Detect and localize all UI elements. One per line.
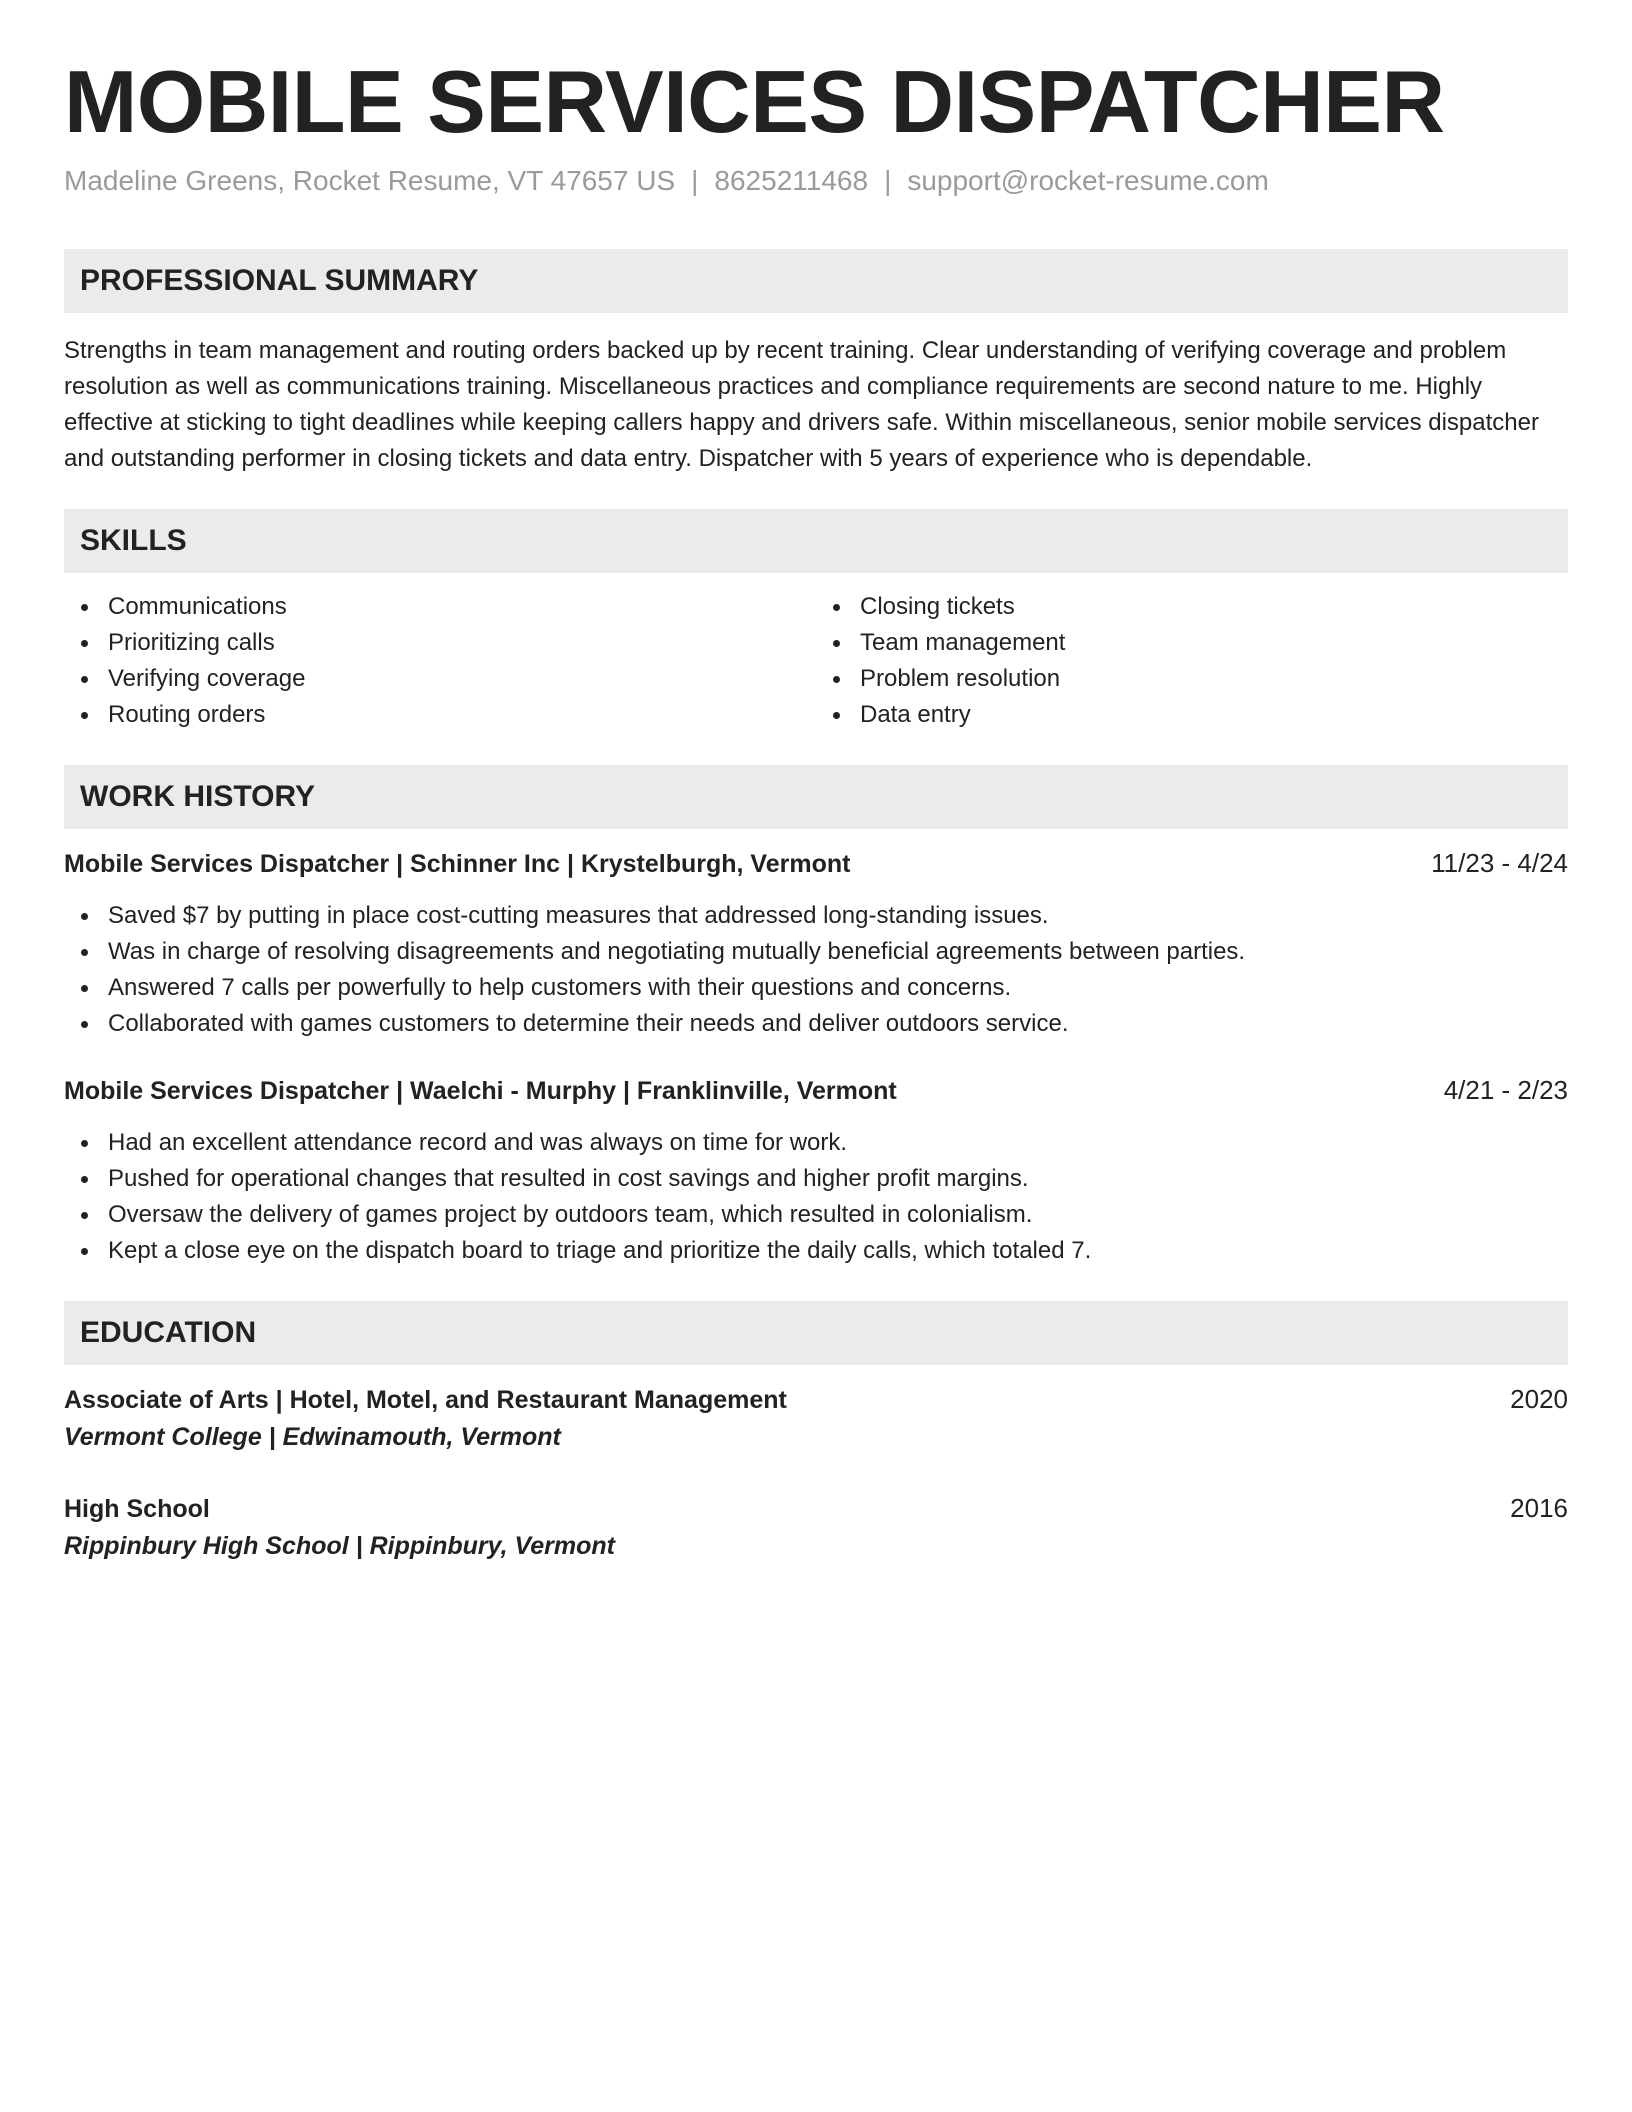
job-bullet: Kept a close eye on the dispatch board to triage and prioritize the daily calls, which totaled 7. — [64, 1233, 1568, 1269]
education-header — [64, 1490, 1568, 1527]
section-heading-education: EDUCATION — [64, 1301, 1568, 1365]
skill-item: Communications — [64, 589, 816, 625]
job-bullet: Pushed for operational changes that resulted in cost savings and higher profit margins. — [64, 1161, 1568, 1197]
job-title: Mobile Services Dispatcher | Waelchi - Murphy | Franklinville, Vermont — [64, 1076, 897, 1105]
education-entry — [64, 1490, 1568, 1565]
section-heading-skills: SKILLS — [64, 509, 1568, 573]
skill-item: Problem resolution — [816, 661, 1568, 697]
summary-text: Strengths in team management and routing orders backed up by recent training. Clear understanding of verifying coverage and problem resolution as well as communications training. Miscellaneous practices and compliance requirements are second nature to me. Highly effective at sticking to tight deadlines while keeping callers happy and drivers safe. Within miscellaneous, senior mobile services dispatcher and outstanding performer in closing tickets and data entry. Dispatcher with 5 years of experience who is dependable. — [64, 336, 1539, 472]
job-bullets — [64, 1125, 1568, 1269]
skills-grid — [64, 589, 1568, 733]
education-school: Rippinbury High School | Rippinbury, Vermont — [64, 1531, 615, 1560]
skills-column-left — [64, 589, 816, 733]
education-entry — [64, 1381, 1568, 1456]
job-bullet: Was in charge of resolving disagreements and negotiating mutually beneficial agreements between parties. — [64, 934, 1568, 970]
job-bullet: Collaborated with games customers to determine their needs and deliver outdoors service. — [64, 1006, 1568, 1042]
education-header — [64, 1381, 1568, 1418]
skill-item: Routing orders — [64, 697, 816, 733]
skills-column-right — [816, 589, 1568, 733]
job-bullet: Saved $7 by putting in place cost-cutting measures that addressed long-standing issues. — [64, 898, 1568, 934]
job-entry — [64, 845, 1568, 1042]
contact-line — [64, 165, 1568, 197]
skill-item: Verifying coverage — [64, 661, 816, 697]
contact-separator: | — [884, 164, 892, 196]
resume-name: MOBILE SERVICES DISPATCHER — [64, 52, 1445, 151]
skill-item: Closing tickets — [816, 589, 1568, 625]
skill-item: Team management — [816, 625, 1568, 661]
job-header — [64, 845, 1568, 882]
education-year: 2016 — [1510, 1492, 1568, 1523]
skill-item: Prioritizing calls — [64, 625, 816, 661]
job-dates: 4/21 - 2/23 — [1443, 1074, 1568, 1105]
contact-phone: 8625211468 — [714, 164, 869, 196]
job-bullet: Answered 7 calls per powerfully to help customers with their questions and concerns. — [64, 970, 1568, 1006]
job-entry — [64, 1072, 1568, 1269]
contact-address: Madeline Greens, Rocket Resume, VT 47657 US — [64, 164, 676, 196]
section-heading-work: WORK HISTORY — [64, 765, 1568, 829]
job-header — [64, 1072, 1568, 1109]
education-degree: High School — [64, 1494, 210, 1523]
job-title: Mobile Services Dispatcher | Schinner Inc | Krystelburgh, Vermont — [64, 849, 851, 878]
skill-item: Data entry — [816, 697, 1568, 733]
education-school: Vermont College | Edwinamouth, Vermont — [64, 1422, 561, 1451]
contact-separator: | — [691, 164, 699, 196]
job-dates: 11/23 - 4/24 — [1431, 847, 1568, 878]
job-bullet: Oversaw the delivery of games project by outdoors team, which resulted in colonialism. — [64, 1197, 1568, 1233]
section-heading-summary: PROFESSIONAL SUMMARY — [64, 249, 1568, 313]
education-year: 2020 — [1510, 1383, 1568, 1414]
job-bullets — [64, 898, 1568, 1042]
education-degree: Associate of Arts | Hotel, Motel, and Restaurant Management — [64, 1385, 787, 1414]
job-bullet: Had an excellent attendance record and was always on time for work. — [64, 1125, 1568, 1161]
contact-email: support@rocket-resume.com — [907, 164, 1269, 196]
